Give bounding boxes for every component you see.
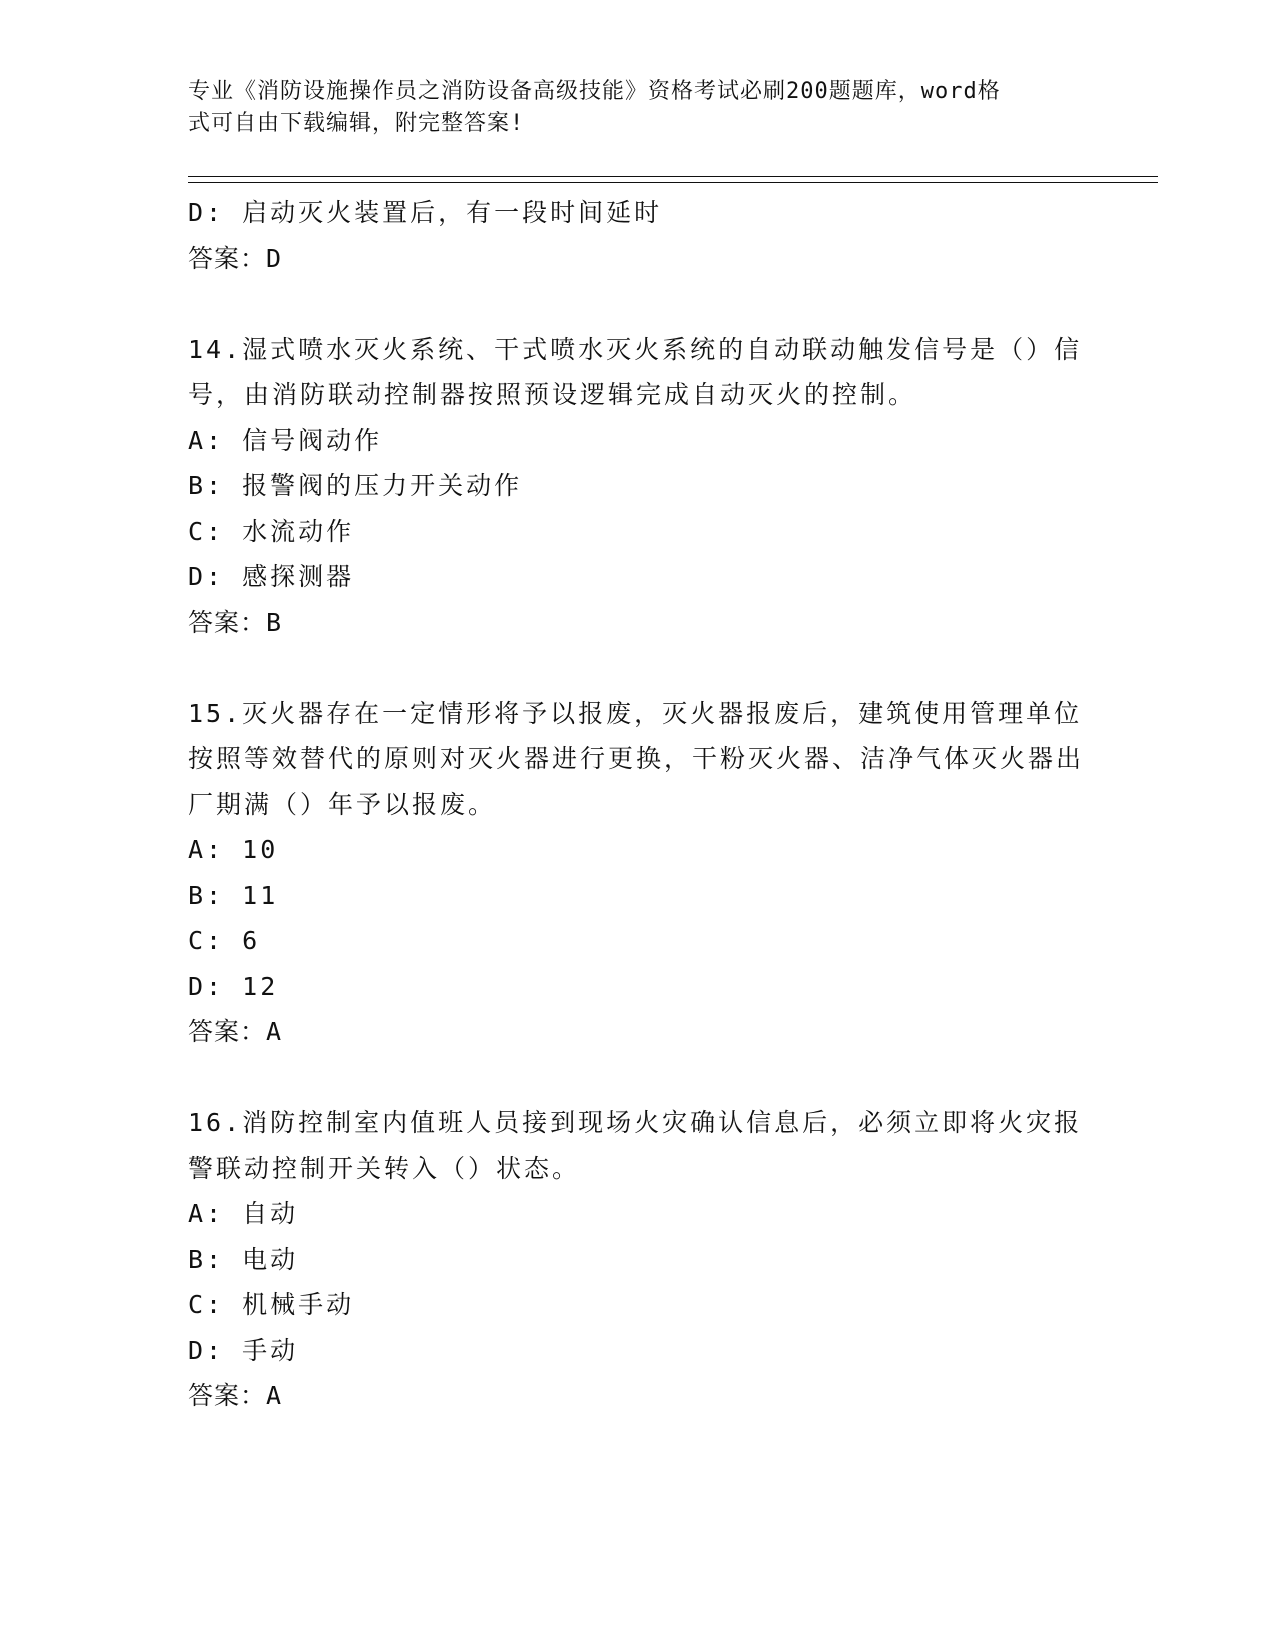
- option-c: C: 水流动作: [188, 516, 355, 546]
- question-15: [188, 691, 1088, 1055]
- option-d: D: 感探测器: [188, 562, 355, 591]
- question-stem: 16.消防控制室内值班人员接到现场火灾确认信息后，必须立即将火灾报警联动控制开关转入（）状态。: [188, 1108, 1083, 1183]
- answer-line: 答案：B: [188, 607, 283, 637]
- spacer: [188, 645, 1088, 691]
- option-c: C: 机械手动: [188, 1290, 355, 1319]
- option-d: D: 启动灭火装置后，有一段时间延时: [188, 198, 663, 227]
- option-d: D: 12: [188, 971, 279, 1001]
- question-16: [188, 1100, 1088, 1419]
- option-c: C: 6: [188, 926, 261, 955]
- question-stem: 15.灭火器存在一定情形将予以报废，灭火器报废后，建筑使用管理单位按照等效替代的原则对灭火器进行更换，干粉灭火器、洁净气体灭火器出厂期满（）年予以报废。: [188, 698, 1085, 819]
- option-d: D: 手动: [188, 1335, 299, 1365]
- answer-line: 答案：D: [188, 243, 283, 273]
- question-14: [188, 327, 1088, 646]
- spacer: [188, 281, 1088, 327]
- option-b: B: 11: [188, 880, 279, 910]
- document-header: [188, 76, 1068, 140]
- answer-line: 答案：A: [188, 1381, 283, 1410]
- question-content: [188, 190, 1088, 1419]
- header-divider-top: [188, 176, 1158, 177]
- option-a: A: 自动: [188, 1199, 299, 1228]
- header-title-line-2: 式可自由下载编辑，附完整答案!: [188, 111, 525, 136]
- question-stem: 14.湿式喷水灭火系统、干式喷水灭火系统的自动联动触发信号是（）信号，由消防联动控制器按照预设逻辑完成自动灭火的控制。: [188, 334, 1083, 409]
- option-a: A: 10: [188, 835, 279, 864]
- header-title-line-1: 专业《消防设施操作员之消防设备高级技能》资格考试必刷200题题库，word格: [188, 79, 1001, 104]
- option-b: B: 报警阀的压力开关动作: [188, 471, 523, 500]
- answer-line: 答案：A: [188, 1017, 283, 1046]
- spacer: [188, 1055, 1088, 1101]
- header-divider-bottom: [188, 182, 1158, 183]
- option-a: A: 信号阀动作: [188, 425, 383, 455]
- carryover-question: [188, 190, 1088, 281]
- option-b: B: 电动: [188, 1244, 299, 1274]
